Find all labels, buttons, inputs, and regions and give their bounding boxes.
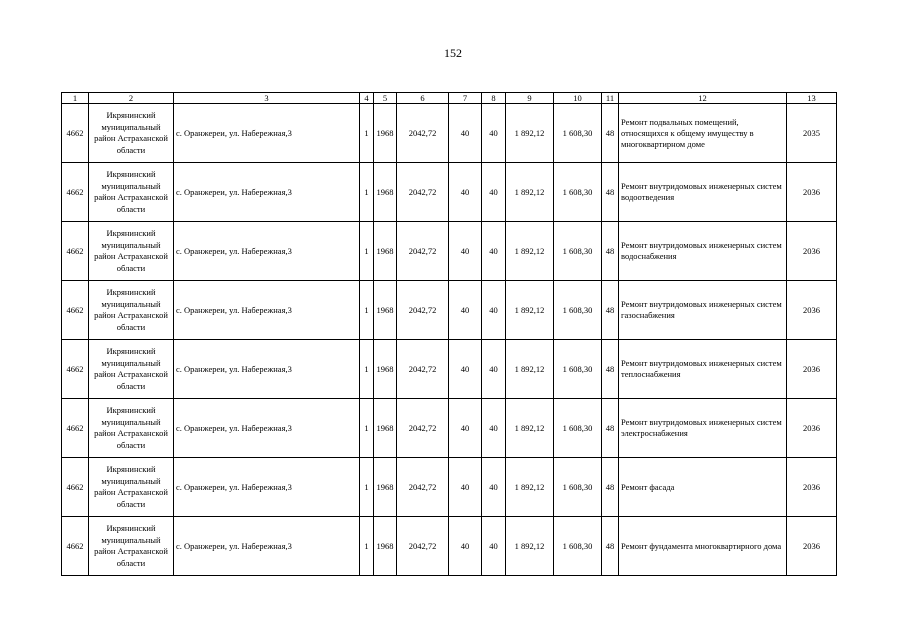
col9-cell: 1 892,12 <box>506 222 554 281</box>
header-row <box>62 93 837 104</box>
col4-cell: 1 <box>360 281 374 340</box>
col10-cell: 1 608,30 <box>554 222 602 281</box>
col8-cell: 40 <box>482 340 506 399</box>
col11-cell: 48 <box>602 222 619 281</box>
col9-cell: 1 892,12 <box>506 399 554 458</box>
deadline-year-cell: 2036 <box>787 222 837 281</box>
table-row <box>62 281 837 340</box>
header-cell: 12 <box>619 93 787 104</box>
header-cell: 4 <box>360 93 374 104</box>
work-type-cell: Ремонт подвальных помещений, относящихся к общему имуществу в многоквартирном доме <box>619 104 787 163</box>
col11-cell: 48 <box>602 517 619 576</box>
deadline-year-cell: 2036 <box>787 399 837 458</box>
work-type-cell: Ремонт фундамента многоквартирного дома <box>619 517 787 576</box>
year-cell: 1968 <box>374 163 397 222</box>
col8-cell: 40 <box>482 222 506 281</box>
col10-cell: 1 608,30 <box>554 104 602 163</box>
col4-cell: 1 <box>360 222 374 281</box>
col11-cell: 48 <box>602 281 619 340</box>
header-cell: 7 <box>449 93 482 104</box>
header-cell: 9 <box>506 93 554 104</box>
district-cell: Икрянинский муниципальный район Астраханской области <box>89 281 174 340</box>
col10-cell: 1 608,30 <box>554 340 602 399</box>
work-type-cell: Ремонт внутридомовых инженерных систем электроснабжения <box>619 399 787 458</box>
work-type-cell: Ремонт внутридомовых инженерных систем водоснабжения <box>619 222 787 281</box>
col9-cell: 1 892,12 <box>506 163 554 222</box>
address-cell: с. Оранжереи, ул. Набережная,3 <box>174 517 360 576</box>
table-row <box>62 104 837 163</box>
area-cell: 2042,72 <box>397 517 449 576</box>
col8-cell: 40 <box>482 281 506 340</box>
col4-cell: 1 <box>360 399 374 458</box>
header-cell: 5 <box>374 93 397 104</box>
table-row <box>62 458 837 517</box>
object-id-cell: 4662 <box>62 458 89 517</box>
col8-cell: 40 <box>482 163 506 222</box>
col10-cell: 1 608,30 <box>554 163 602 222</box>
district-cell: Икрянинский муниципальный район Астраханской области <box>89 399 174 458</box>
col7-cell: 40 <box>449 399 482 458</box>
object-id-cell: 4662 <box>62 104 89 163</box>
address-cell: с. Оранжереи, ул. Набережная,3 <box>174 281 360 340</box>
object-id-cell: 4662 <box>62 517 89 576</box>
header-cell: 13 <box>787 93 837 104</box>
year-cell: 1968 <box>374 340 397 399</box>
deadline-year-cell: 2036 <box>787 458 837 517</box>
area-cell: 2042,72 <box>397 222 449 281</box>
table-row <box>62 222 837 281</box>
col7-cell: 40 <box>449 340 482 399</box>
col4-cell: 1 <box>360 163 374 222</box>
address-cell: с. Оранжереи, ул. Набережная,3 <box>174 399 360 458</box>
col7-cell: 40 <box>449 281 482 340</box>
col9-cell: 1 892,12 <box>506 340 554 399</box>
object-id-cell: 4662 <box>62 222 89 281</box>
col9-cell: 1 892,12 <box>506 458 554 517</box>
col4-cell: 1 <box>360 458 374 517</box>
work-type-cell: Ремонт внутридомовых инженерных систем теплоснабжения <box>619 340 787 399</box>
col11-cell: 48 <box>602 340 619 399</box>
table-row <box>62 163 837 222</box>
deadline-year-cell: 2035 <box>787 104 837 163</box>
district-cell: Икрянинский муниципальный район Астраханской области <box>89 163 174 222</box>
col8-cell: 40 <box>482 399 506 458</box>
col9-cell: 1 892,12 <box>506 104 554 163</box>
col4-cell: 1 <box>360 104 374 163</box>
col11-cell: 48 <box>602 458 619 517</box>
year-cell: 1968 <box>374 104 397 163</box>
col4-cell: 1 <box>360 517 374 576</box>
address-cell: с. Оранжереи, ул. Набережная,3 <box>174 340 360 399</box>
address-cell: с. Оранжереи, ул. Набережная,3 <box>174 104 360 163</box>
area-cell: 2042,72 <box>397 104 449 163</box>
col7-cell: 40 <box>449 222 482 281</box>
col7-cell: 40 <box>449 104 482 163</box>
repair-schedule-table <box>61 92 837 576</box>
object-id-cell: 4662 <box>62 340 89 399</box>
district-cell: Икрянинский муниципальный район Астраханской области <box>89 222 174 281</box>
col8-cell: 40 <box>482 517 506 576</box>
header-cell: 11 <box>602 93 619 104</box>
col7-cell: 40 <box>449 517 482 576</box>
page-number: 152 <box>444 46 462 60</box>
table-row <box>62 399 837 458</box>
work-type-cell: Ремонт фасада <box>619 458 787 517</box>
district-cell: Икрянинский муниципальный район Астраханской области <box>89 517 174 576</box>
col11-cell: 48 <box>602 399 619 458</box>
col10-cell: 1 608,30 <box>554 281 602 340</box>
year-cell: 1968 <box>374 222 397 281</box>
col10-cell: 1 608,30 <box>554 458 602 517</box>
area-cell: 2042,72 <box>397 399 449 458</box>
col7-cell: 40 <box>449 458 482 517</box>
col10-cell: 1 608,30 <box>554 399 602 458</box>
col11-cell: 48 <box>602 104 619 163</box>
header-cell: 3 <box>174 93 360 104</box>
col8-cell: 40 <box>482 458 506 517</box>
header-cell: 6 <box>397 93 449 104</box>
table-row <box>62 340 837 399</box>
header-cell: 10 <box>554 93 602 104</box>
deadline-year-cell: 2036 <box>787 340 837 399</box>
deadline-year-cell: 2036 <box>787 281 837 340</box>
area-cell: 2042,72 <box>397 340 449 399</box>
year-cell: 1968 <box>374 281 397 340</box>
year-cell: 1968 <box>374 517 397 576</box>
work-type-cell: Ремонт внутридомовых инженерных систем водоотведения <box>619 163 787 222</box>
district-cell: Икрянинский муниципальный район Астраханской области <box>89 104 174 163</box>
col9-cell: 1 892,12 <box>506 281 554 340</box>
header-cell: 2 <box>89 93 174 104</box>
work-type-cell: Ремонт внутридомовых инженерных систем газоснабжения <box>619 281 787 340</box>
col8-cell: 40 <box>482 104 506 163</box>
col4-cell: 1 <box>360 340 374 399</box>
district-cell: Икрянинский муниципальный район Астраханской области <box>89 458 174 517</box>
deadline-year-cell: 2036 <box>787 517 837 576</box>
col10-cell: 1 608,30 <box>554 517 602 576</box>
address-cell: с. Оранжереи, ул. Набережная,3 <box>174 163 360 222</box>
header-cell: 8 <box>482 93 506 104</box>
col11-cell: 48 <box>602 163 619 222</box>
address-cell: с. Оранжереи, ул. Набережная,3 <box>174 458 360 517</box>
header-cell: 1 <box>62 93 89 104</box>
district-cell: Икрянинский муниципальный район Астраханской области <box>89 340 174 399</box>
object-id-cell: 4662 <box>62 163 89 222</box>
col7-cell: 40 <box>449 163 482 222</box>
object-id-cell: 4662 <box>62 399 89 458</box>
address-cell: с. Оранжереи, ул. Набережная,3 <box>174 222 360 281</box>
col9-cell: 1 892,12 <box>506 517 554 576</box>
deadline-year-cell: 2036 <box>787 163 837 222</box>
table-row <box>62 517 837 576</box>
object-id-cell: 4662 <box>62 281 89 340</box>
area-cell: 2042,72 <box>397 281 449 340</box>
area-cell: 2042,72 <box>397 163 449 222</box>
area-cell: 2042,72 <box>397 458 449 517</box>
year-cell: 1968 <box>374 399 397 458</box>
year-cell: 1968 <box>374 458 397 517</box>
